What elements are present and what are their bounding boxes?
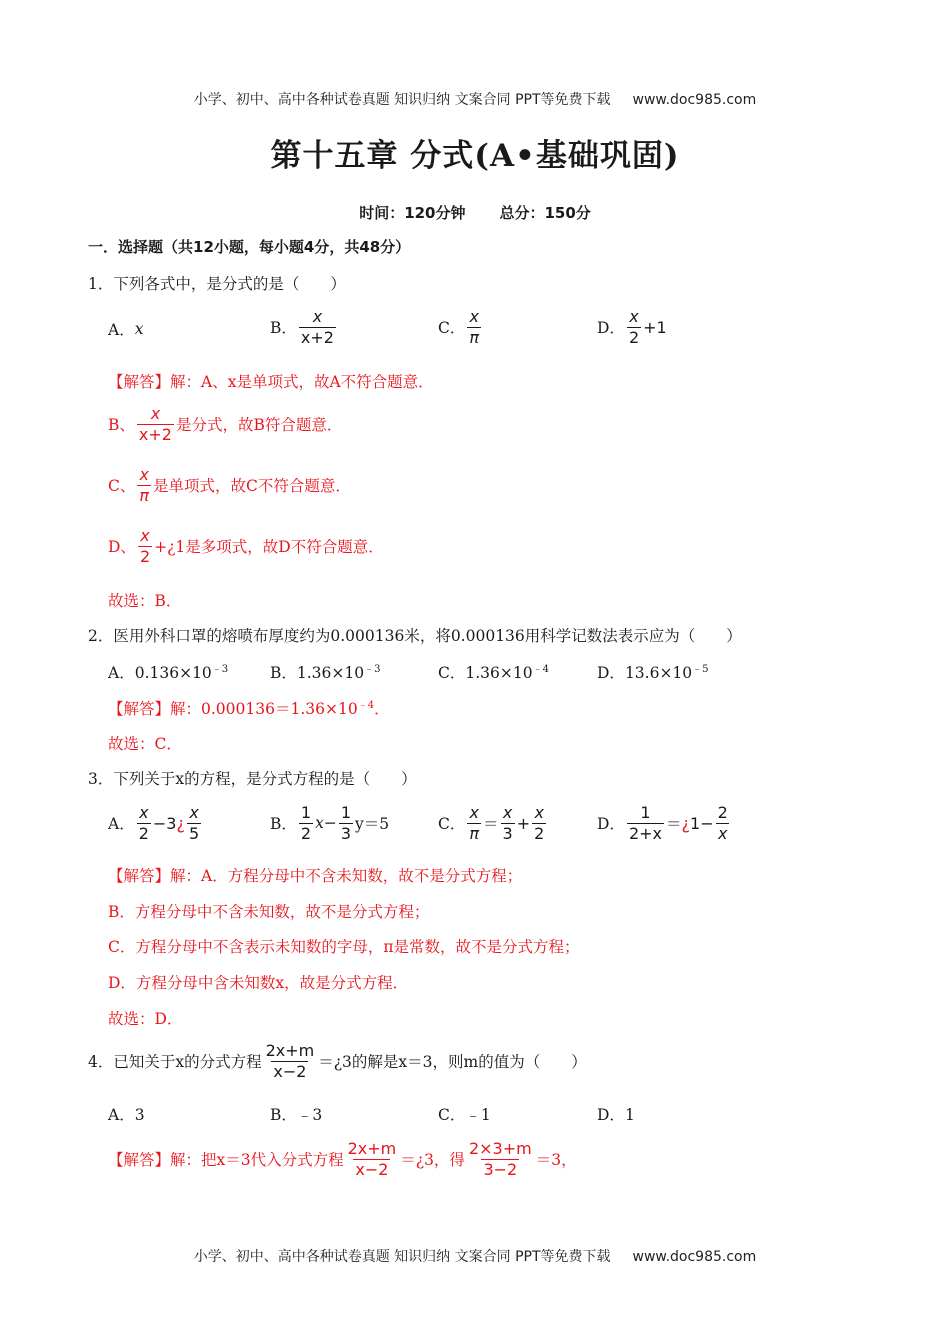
q4-answer-tag: 【解答】	[108, 1151, 171, 1170]
q1-ans-c-num: x	[139, 465, 149, 484]
q3-a-d2: 5	[188, 823, 200, 843]
q1-answer-a	[108, 370, 434, 392]
q4-c-label: C．	[438, 1106, 466, 1124]
q1-ans-b-pre: B、	[108, 416, 135, 435]
q3-answer-a-text: 解：A．方程分母中不含未知数，故不是分式方程；	[170, 867, 523, 885]
footer-text: 小学、初中、高中各种试卷真题 知识归纳 文案合同 PPT等免费下载	[193, 1249, 611, 1265]
q3-answer-b: B．方程分母中不含未知数，故不是分式方程；	[108, 903, 430, 921]
q3-a-label: A．	[108, 815, 135, 834]
q3-c-frac2	[501, 804, 515, 842]
time-info	[0, 202, 950, 223]
q2-d-exp: ﹣5	[692, 664, 709, 675]
q2-choose: 故选：C．	[108, 735, 182, 753]
q2-answer	[108, 696, 390, 719]
q3-answer-d: D．方程分母中含未知数x，故是分式方程．	[108, 974, 409, 992]
q2-b-label: B．	[270, 664, 297, 682]
q2-ans-base: 解：0.000136＝1.36×10	[170, 700, 358, 718]
q3-b-frac1	[299, 804, 313, 842]
q3-b-frac2	[339, 804, 353, 842]
q1-ans-d-pre: D、	[108, 538, 136, 557]
q3-a-frac2	[187, 804, 201, 842]
q2-option-a	[108, 660, 228, 683]
q4-answer	[108, 1140, 577, 1178]
q3-d-n2: 2	[717, 803, 728, 822]
q3-d-d1: 2+x	[628, 823, 662, 843]
q4-ans-d1: x−2	[355, 1159, 389, 1179]
q3-c-frac3	[532, 804, 546, 842]
q1-answer-d	[108, 527, 384, 565]
q1-ans-c-frac	[137, 466, 151, 504]
q3-c-eq: ＝	[483, 815, 499, 834]
q2-ans-exp: ﹣4	[357, 700, 375, 711]
q1-option-d	[597, 308, 667, 346]
q3-d-n1: 1	[640, 803, 651, 822]
footer-site[interactable]: www.doc985.com	[632, 1249, 757, 1265]
q2-c-exp: ﹣4	[532, 664, 549, 675]
q1-choose: 故选：B．	[108, 592, 182, 610]
q3-d-label: D．	[597, 815, 625, 834]
q3-c-n2: x	[502, 803, 513, 822]
q4-ans-n1: 2x+m	[347, 1139, 397, 1158]
q3-a-d1: 2	[138, 823, 149, 843]
q1-b-label: B．	[270, 319, 297, 338]
q1-d-tail: +1	[643, 317, 667, 337]
q3-choose: 故选：D．	[108, 1010, 183, 1028]
q1-d-frac	[627, 308, 641, 346]
q2-c-label: C．	[438, 664, 466, 682]
q4-ans-d2: 3−2	[483, 1159, 518, 1179]
q2-option-c	[438, 660, 549, 683]
q4-stem-frac	[264, 1042, 317, 1080]
q3-c-n1: x	[469, 803, 479, 822]
q1-b-num: x	[312, 307, 323, 326]
q2-option-b	[270, 660, 381, 683]
q4-ans-frac2	[467, 1140, 534, 1178]
q4-option-d	[597, 1103, 635, 1125]
header-text: 小学、初中、高中各种试卷真题 知识归纳 文案合同 PPT等免费下载	[193, 92, 611, 108]
q3-c-d1: π	[469, 823, 480, 843]
q1-ans-b-num: x	[150, 404, 161, 423]
q4-ans-frac1	[346, 1140, 399, 1178]
q4-stem	[88, 1042, 587, 1080]
q3-a-n1: x	[139, 803, 149, 822]
section-heading: 一．选择题（共12小题，每小题4分，共48分）	[88, 238, 411, 256]
q3-answer-c: C．方程分母中不含表示未知数的字母，π是常数，故不是分式方程；	[108, 938, 580, 956]
q1-ans-c-post: 是单项式，故C不符合题意．	[153, 477, 351, 496]
q3-b-n1: 1	[300, 803, 312, 822]
q1-option-c	[438, 308, 483, 346]
q1-answer-tag: 【解答】	[108, 373, 171, 391]
q1-answer-b	[108, 405, 342, 443]
q1-ans-c-den: π	[139, 485, 150, 505]
q2-answer-tag: 【解答】	[108, 700, 171, 718]
q1-ans-b-frac	[137, 405, 174, 443]
q4-a-label: A．	[108, 1106, 135, 1124]
q3-d-eq: ＝	[666, 815, 682, 834]
q4-stem-num: 2x+m	[265, 1041, 315, 1060]
q4-stem-den: x−2	[273, 1061, 307, 1081]
q2-b-exp: ﹣3	[364, 664, 381, 675]
page-footer	[0, 1246, 950, 1266]
q1-c-label: C．	[438, 319, 466, 338]
q1-a-expr: x	[134, 320, 144, 338]
q3-d-d2: x	[717, 823, 728, 843]
q4-option-c	[438, 1103, 491, 1125]
total-score: 总分：150分	[499, 204, 591, 222]
q1-ans-d-num: x	[140, 526, 150, 545]
q3-a-frac1	[137, 804, 151, 842]
q4-ans-post: ＝3，	[535, 1151, 577, 1170]
q3-option-c	[438, 804, 548, 842]
q1-d-num: x	[629, 307, 639, 326]
q3-c-label: C．	[438, 815, 466, 834]
q3-a-n2: x	[189, 803, 199, 822]
q3-c-frac1	[467, 804, 481, 842]
q2-a-exp: ﹣3	[211, 664, 229, 675]
q3-a-q: ¿	[176, 813, 185, 833]
q3-option-a	[108, 804, 203, 842]
q2-d-label: D．	[597, 664, 625, 682]
q1-c-num: x	[469, 307, 479, 326]
q3-b-label: B．	[270, 815, 297, 834]
q3-b-d2: 3	[340, 823, 351, 843]
header-site[interactable]: www.doc985.com	[632, 92, 757, 108]
q4-c-val: ﹣1	[465, 1106, 491, 1124]
q1-b-den: x+2	[300, 327, 334, 347]
q1-option-a	[108, 318, 143, 340]
q2-option-d	[597, 660, 709, 683]
q1-stem: 1．下列各式中，是分式的是（ ）	[88, 275, 346, 293]
q4-option-b	[270, 1103, 322, 1125]
page-title: 第十五章 分式(A•基础巩固)	[270, 138, 680, 174]
q1-ans-c-pre: C、	[108, 477, 136, 496]
q1-answer-a-text: 解：A、x是单项式，故A不符合题意．	[170, 373, 434, 391]
q4-d-val: 1	[624, 1106, 635, 1124]
q1-ans-d-den: 2	[139, 546, 151, 566]
q1-ans-b-den: x+2	[138, 424, 172, 444]
q3-stem: 3．下列关于x的方程，是分式方程的是（ ）	[88, 770, 417, 788]
q4-ans-n2: 2×3+m	[468, 1139, 532, 1158]
time-limit: 时间：120分钟	[359, 204, 466, 222]
q3-c-plus: +	[516, 813, 531, 833]
q2-d-base: 13.6×10	[624, 664, 693, 682]
q1-b-frac	[299, 308, 336, 346]
q3-d-frac2	[716, 804, 730, 842]
q1-ans-d-frac	[138, 527, 152, 565]
q1-answer-c	[108, 466, 351, 504]
q1-d-label: D．	[597, 319, 625, 338]
q3-d-q: ¿	[681, 813, 691, 833]
q1-c-frac	[467, 308, 481, 346]
q2-stem: 2．医用外科口罩的熔喷布厚度约为0.000136米，将0.000136用科学记数法表示应为（ ）	[88, 627, 742, 645]
q4-option-a	[108, 1103, 145, 1125]
q3-a-mid: −3	[152, 813, 177, 833]
q2-a-base: 0.136×10	[134, 664, 212, 682]
q3-option-b	[270, 804, 389, 842]
q2-ans-end: ．	[374, 700, 390, 718]
q3-option-d	[597, 804, 732, 842]
q4-b-val: ﹣3	[296, 1106, 323, 1124]
q4-d-label: D．	[597, 1106, 625, 1124]
q3-d-t: 1−	[690, 813, 714, 833]
q3-c-d3: 2	[534, 823, 545, 843]
q4-ans-mid: ＝¿3，得	[400, 1151, 465, 1170]
q4-stem-pre: 4．已知关于x的分式方程	[88, 1053, 262, 1072]
q1-ans-b-post: 是分式，故B符合题意．	[175, 416, 343, 435]
q3-c-d2: 3	[502, 823, 513, 843]
q4-a-val: 3	[134, 1106, 145, 1124]
q4-stem-post: ＝¿3的解是x＝3，则m的值为（ ）	[318, 1053, 587, 1072]
q3-b-t2: y＝5	[355, 815, 390, 834]
q1-a-label: A．	[108, 321, 135, 339]
q2-b-base: 1.36×10	[296, 664, 365, 682]
q3-b-t1: x−	[315, 814, 337, 833]
q1-ans-d-post: +¿1是多项式，故D不符合题意．	[154, 538, 384, 557]
q3-b-n2: 1	[340, 803, 351, 822]
q1-d-den: 2	[628, 327, 640, 347]
q2-c-base: 1.36×10	[465, 664, 533, 682]
q3-c-n3: x	[534, 803, 544, 822]
q1-c-den: π	[469, 327, 480, 347]
q3-answer-a	[108, 864, 522, 886]
q4-ans-pre: 解：把x＝3代入分式方程	[170, 1151, 344, 1170]
q3-b-d1: 2	[300, 823, 312, 843]
q3-answer-tag: 【解答】	[108, 867, 171, 885]
q2-a-label: A．	[108, 664, 135, 682]
q4-b-label: B．	[270, 1106, 297, 1124]
q1-option-b	[270, 308, 338, 346]
page-header	[0, 89, 950, 109]
q3-d-frac1	[627, 804, 664, 842]
